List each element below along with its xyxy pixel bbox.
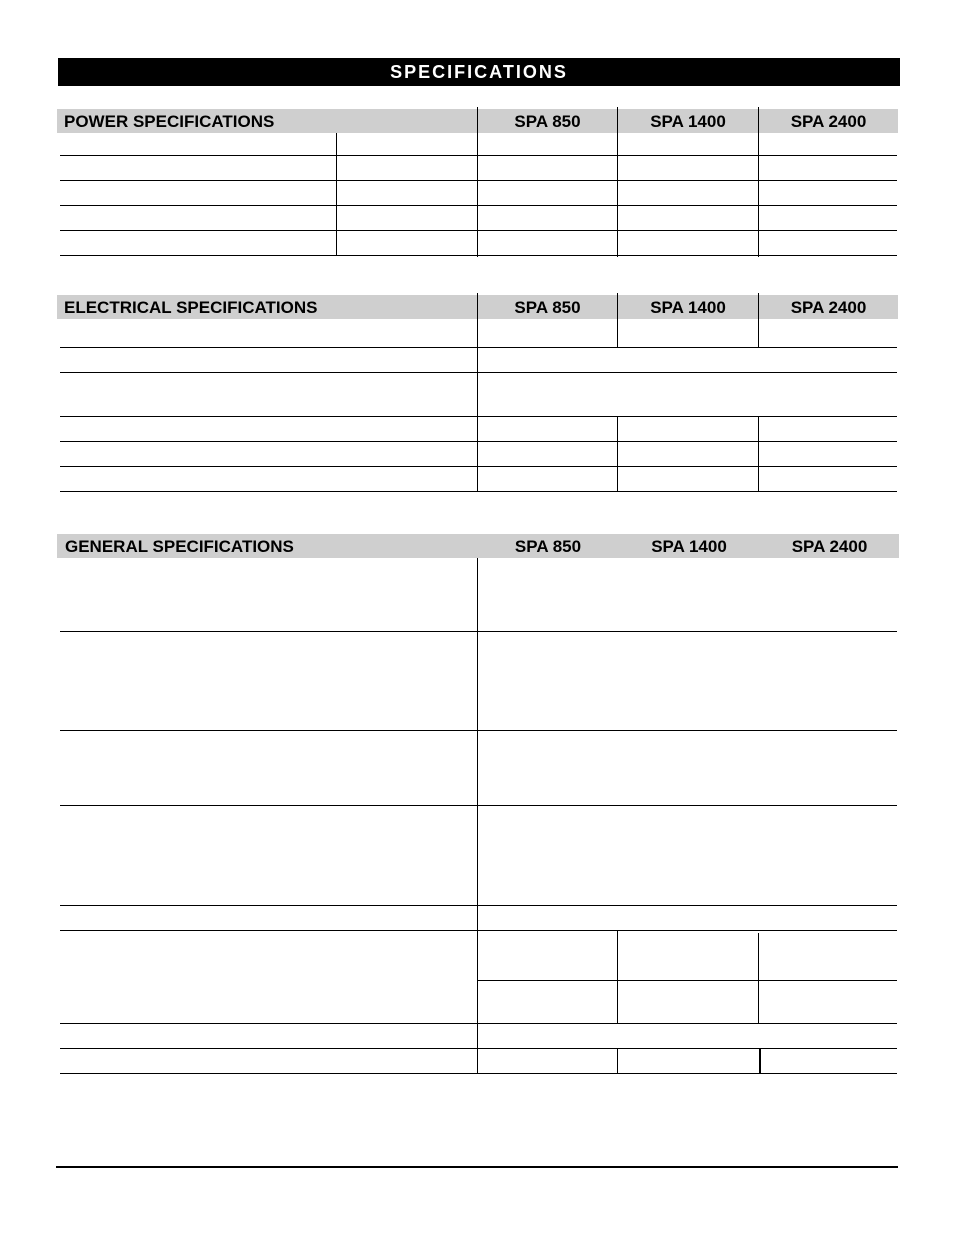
- general-col-spa-850: SPA 850: [514, 537, 582, 556]
- electrical-row-rule: [60, 466, 897, 467]
- general-col-spa-1400: SPA 1400: [651, 537, 727, 556]
- general-row-rule: [60, 905, 897, 906]
- power-divider: [617, 107, 618, 257]
- power-divider: [336, 133, 337, 256]
- general-col-spa-2400: SPA 2400: [791, 537, 868, 556]
- general-row-rule: [478, 980, 897, 981]
- general-divider: [617, 1048, 618, 1074]
- electrical-divider: [758, 293, 759, 347]
- electrical-row-rule: [60, 441, 897, 442]
- footer-rule: [56, 1166, 898, 1168]
- electrical-row-rule: [60, 372, 897, 373]
- electrical-divider: [477, 293, 478, 492]
- electrical-heading: ELECTRICAL SPECIFICATIONS: [64, 298, 318, 317]
- power-row-rule: [60, 230, 897, 231]
- power-row-rule: [60, 155, 897, 156]
- electrical-row-rule: [60, 347, 897, 348]
- general-row-rule: [60, 1023, 897, 1024]
- power-row-rule: [60, 180, 897, 181]
- power-col-spa-2400: SPA 2400: [790, 112, 867, 131]
- electrical-col-spa-850: SPA 850: [514, 298, 581, 317]
- electrical-divider: [617, 416, 618, 491]
- general-header-row: [57, 534, 899, 558]
- general-divider: [758, 933, 759, 1023]
- page-title: SPECIFICATIONS: [58, 58, 900, 86]
- general-divider: [759, 1048, 761, 1073]
- electrical-row-rule: [60, 416, 897, 417]
- electrical-divider: [617, 293, 618, 347]
- general-row-rule: [60, 631, 897, 632]
- general-divider: [617, 930, 618, 1023]
- electrical-row-rule: [60, 491, 897, 492]
- electrical-col-spa-1400: SPA 1400: [650, 298, 726, 317]
- power-col-spa-850: SPA 850: [514, 112, 581, 131]
- electrical-divider: [758, 416, 759, 491]
- general-row-rule: [60, 730, 897, 731]
- power-row-rule: [60, 255, 897, 256]
- general-divider: [477, 558, 478, 1074]
- power-row-rule: [60, 205, 897, 206]
- power-heading: POWER SPECIFICATIONS: [64, 112, 275, 131]
- general-row-rule: [60, 1048, 897, 1049]
- power-col-spa-1400: SPA 1400: [650, 112, 726, 131]
- general-row-rule: [60, 930, 897, 931]
- power-divider: [758, 107, 759, 257]
- general-row-rule: [60, 1073, 897, 1074]
- general-heading: GENERAL SPECIFICATIONS: [65, 537, 294, 556]
- general-row-rule: [60, 805, 897, 806]
- power-divider: [477, 107, 478, 257]
- electrical-col-spa-2400: SPA 2400: [790, 298, 867, 317]
